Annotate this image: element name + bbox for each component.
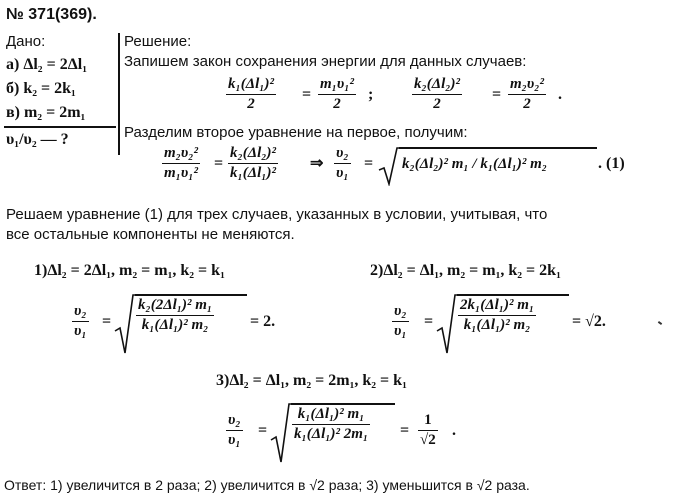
eq2-period: . xyxy=(558,86,562,103)
case3-ratio-num: υ₂ xyxy=(228,412,241,428)
case3-sqrt-fraction xyxy=(292,406,370,443)
case2-ratio-num: υ₂ xyxy=(394,303,407,319)
div-left-fraction xyxy=(162,145,200,182)
case1-ratio-den: υ₁ xyxy=(74,323,87,339)
case3-result-den: √2 xyxy=(420,432,436,448)
eq2-left-num: k₂(Δl₂)² xyxy=(414,76,461,92)
solution-line2: Разделим второе уравнение на первое, получим: xyxy=(124,124,468,141)
solution-title: Решение: xyxy=(124,33,192,50)
case3-result-num: 1 xyxy=(424,412,432,428)
body-line1: Решаем уравнение (1) для трех случаев, указанных в условии, учитывая, что xyxy=(6,206,548,223)
div-tag: . (1) xyxy=(598,155,625,172)
case3-ratio-den: υ₁ xyxy=(228,432,241,448)
case1-ratio-num: υ₂ xyxy=(74,303,87,319)
div-left-num: m₂υ₂² xyxy=(164,145,198,161)
case2-den: k₁(Δl₁)² m₂ xyxy=(463,317,531,333)
case3-equals-2: = xyxy=(400,422,410,439)
case3-ratio xyxy=(226,412,243,449)
case3-den: k₁(Δl₁)² 2m₁ xyxy=(294,426,369,442)
case2-equals: = xyxy=(424,313,434,330)
case3-result-fraction xyxy=(418,412,438,449)
eq1-right-den: 2 xyxy=(333,96,341,112)
case2-sqrt-fraction xyxy=(458,297,536,334)
case1-sqrt-overline xyxy=(135,294,247,296)
case1-ratio xyxy=(72,303,89,340)
case1-sqrt-fraction xyxy=(136,297,214,334)
case3-sqrt-overline xyxy=(291,403,395,405)
case1-result: = 2. xyxy=(250,313,276,330)
case2-result: = √2. xyxy=(572,313,606,330)
case3-num: k₁(Δl₁)² m₁ xyxy=(297,406,365,422)
given-separator xyxy=(118,33,120,155)
eq1-left-den: 2 xyxy=(247,96,255,112)
sqrt-sign-icon xyxy=(378,146,400,186)
eq2-left-den: 2 xyxy=(433,96,441,112)
eq1-left-num: k₁(Δl₁)² xyxy=(228,76,275,92)
div-right-num: υ₂ xyxy=(336,145,349,161)
case3-equals-1: = xyxy=(258,422,268,439)
eq2-equals: = xyxy=(492,86,502,103)
case3-condition: 3)Δl₂ = Δl₁, m₂ = 2m₁, k₂ = k₁ xyxy=(216,372,407,389)
eq2-right-fraction xyxy=(508,76,546,113)
answer-text: 1) увеличится в 2 раза; 2) увеличится в √2 раза; 3) уменьшится в √2 раза. xyxy=(46,477,530,493)
body-line2: все остальные компоненты не меняются. xyxy=(6,226,295,243)
eq1-equals: = xyxy=(302,86,312,103)
given-find: υ₁/υ₂ — ? xyxy=(6,131,69,148)
given-title: Дано: xyxy=(6,33,46,50)
eq2-right-den: 2 xyxy=(523,96,531,112)
eq1-left-fraction xyxy=(226,76,276,113)
case1-den: k₁(Δl₁)² m₂ xyxy=(141,317,209,333)
div-implies: ⇒ xyxy=(310,155,324,172)
eq1-right-fraction xyxy=(318,76,356,113)
div-right-fraction xyxy=(334,145,351,182)
solution-line1: Запишем закон сохранения энергии для данных случаев: xyxy=(124,53,527,70)
div-mid-num: k₂(Δl₂)² xyxy=(230,145,277,161)
case1-equals: = xyxy=(102,313,112,330)
given-item-c: в) m₂ = 2m₁ xyxy=(6,104,86,121)
div-sqrt-overline xyxy=(399,147,597,149)
case2-num: 2k₁(Δl₁)² m₁ xyxy=(460,297,535,313)
given-item-b: б) k₂ = 2k₁ xyxy=(6,80,76,97)
sqrt-sign-icon xyxy=(270,402,292,464)
case1-condition: 1)Δl₂ = 2Δl₁, m₂ = m₁, k₂ = k₁ xyxy=(34,262,225,279)
problem-number: № 371(369). xyxy=(6,6,97,23)
answer-line xyxy=(4,476,530,494)
case2-ratio-den: υ₁ xyxy=(394,323,407,339)
eq1-right-num: m₁υ₁² xyxy=(320,76,354,92)
answer-label: Ответ: xyxy=(4,477,47,493)
div-sqrt-content: k₂(Δl₂)² m₁ / k₁(Δl₁)² m₂ xyxy=(402,156,547,172)
eq1-semicolon: ; xyxy=(368,86,374,103)
div-equals-2: = xyxy=(364,155,374,172)
case2-condition: 2)Δl₂ = Δl₁, m₂ = m₁, k₂ = 2k₁ xyxy=(370,262,561,279)
case1-num: k₂(2Δl₁)² m₁ xyxy=(138,297,213,313)
eq2-right-num: m₂υ₂² xyxy=(510,76,544,92)
div-right-den: υ₁ xyxy=(336,165,349,181)
case3-period: . xyxy=(452,422,456,439)
sqrt-sign-icon xyxy=(114,293,136,355)
sqrt-sign-icon xyxy=(436,293,458,355)
case2-sqrt-overline xyxy=(457,294,569,296)
eq2-left-fraction xyxy=(412,76,462,113)
div-equals-1: = xyxy=(214,155,224,172)
given-divider xyxy=(4,126,116,128)
scan-mark xyxy=(658,321,662,325)
case2-ratio xyxy=(392,303,409,340)
div-left-den: m₁υ₁² xyxy=(164,165,198,181)
given-item-a: а) Δl₂ = 2Δl₁ xyxy=(6,56,87,73)
div-mid-fraction xyxy=(228,145,278,182)
div-mid-den: k₁(Δl₁)² xyxy=(230,165,277,181)
